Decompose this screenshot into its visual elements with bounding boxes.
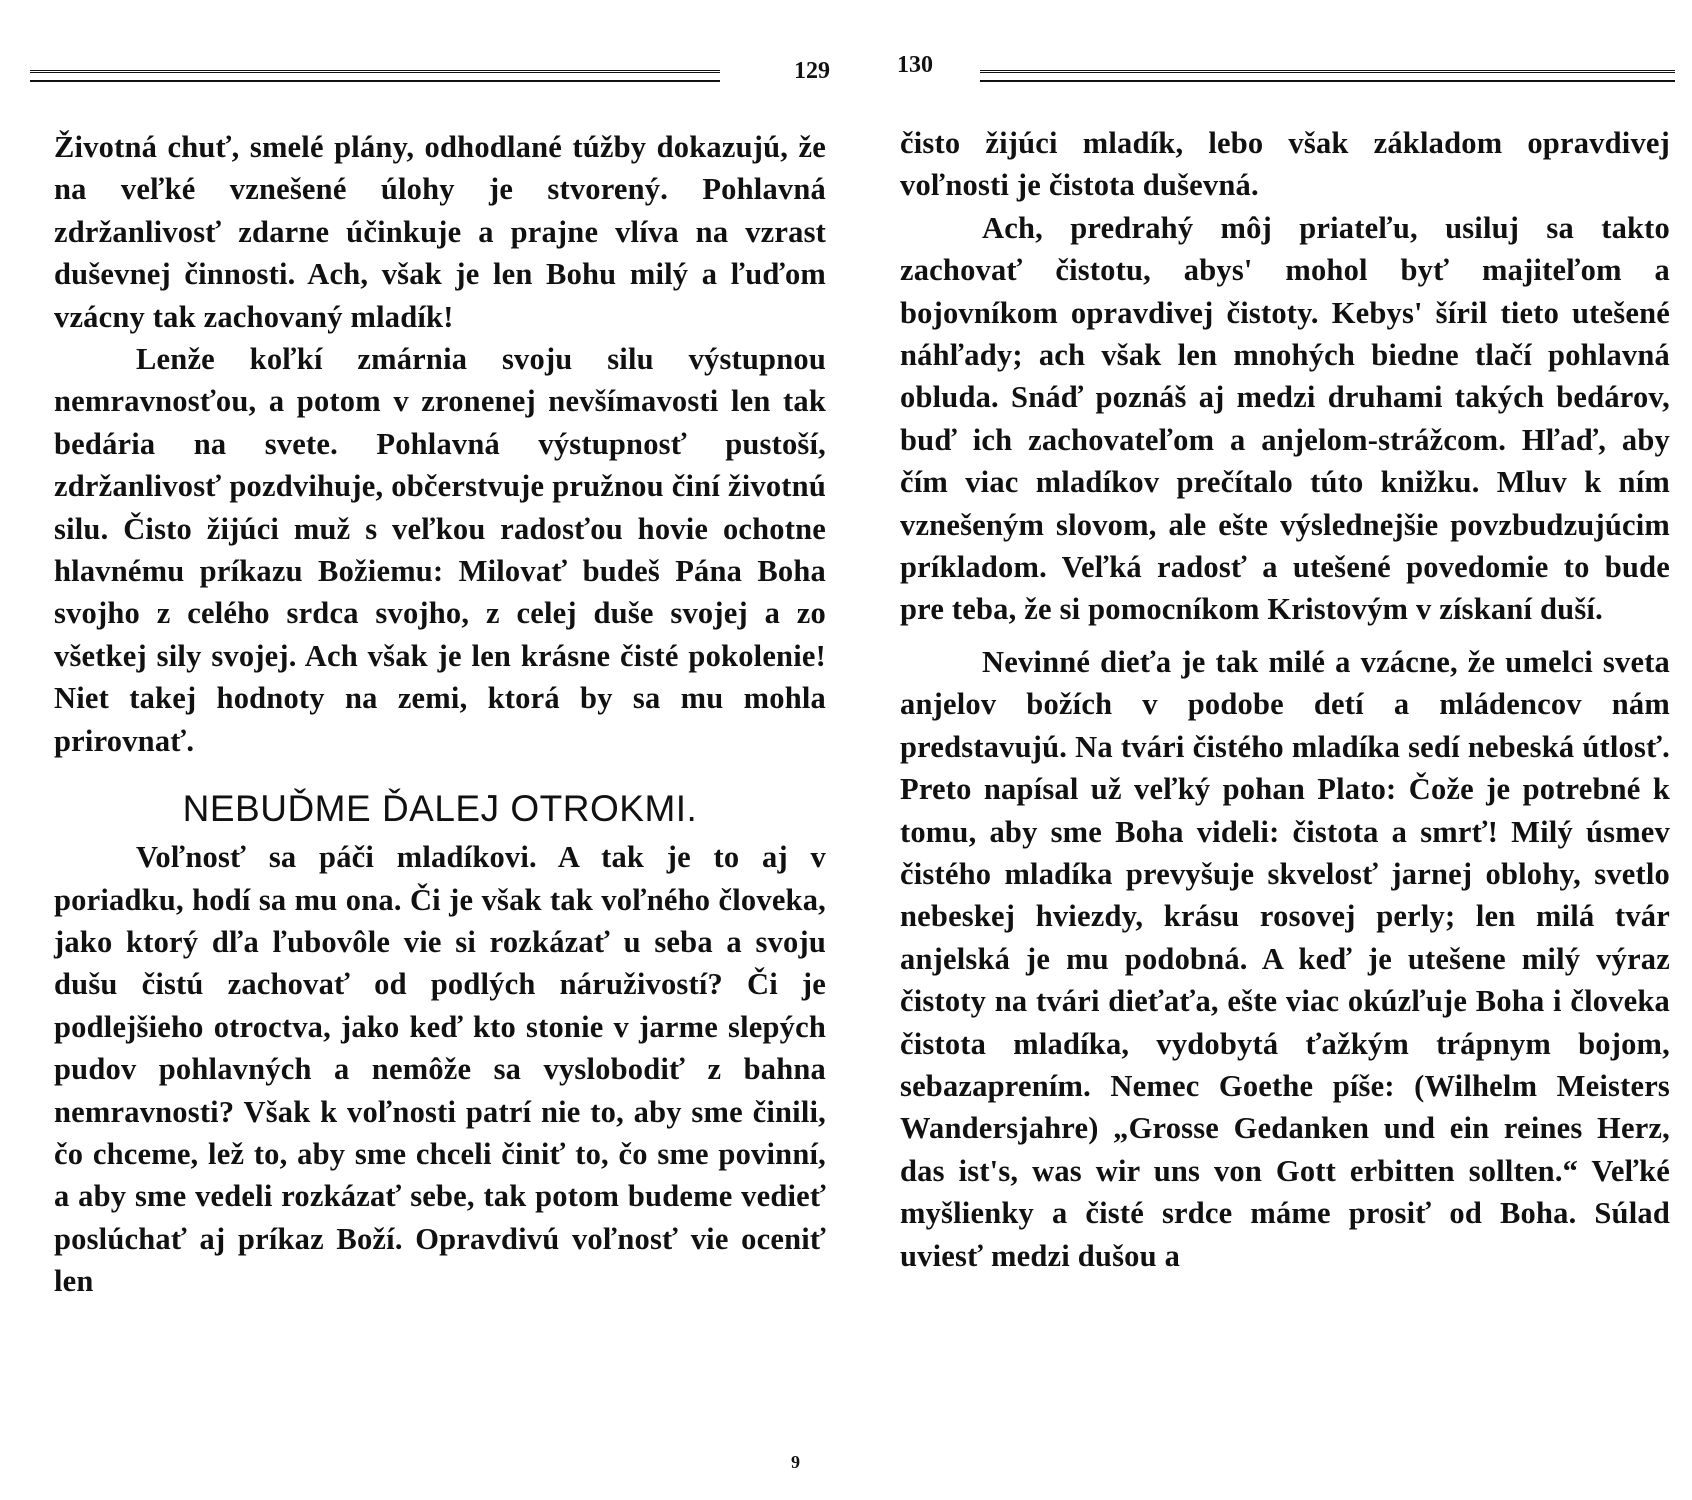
left-page-body <box>54 126 826 1303</box>
right-page-body <box>900 122 1670 1277</box>
right-page <box>885 0 1675 1500</box>
page-number: 130 <box>897 52 933 78</box>
paragraph: Ach, predrahý môj priateľu, usiluj sa takto zachovať čistotu, abys' mohol byť majiteľom a bojovníkom opravdivej čistoty. Kebys' šíril tieto utešené náhľady; ach však len mnohých biedne tlačí pohlavná obluda. Snáď poznáš aj medzi druhami takých bedárov, buď ich zachovateľom a anjelom-strážcom. Hľaď, aby čím viac mladíkov prečítalo túto knižku. Mluv k ním vznešeným slovom, ale ešte výslednejšie povzbudzujúcim príkladom. Veľká radosť a utešené povedomie to bude pre teba, že si pomocníkom Kristovým v získaní duší. <box>900 210 1670 627</box>
chapter-heading: NEBUĎME ĎALEJ OTROKMI. <box>182 788 698 830</box>
paragraph: čisto žijúci mladík, lebo však základom opravdivej voľnosti je čistota duševná. <box>900 126 1670 203</box>
signature-mark: 9 <box>791 1452 800 1472</box>
paragraph-gap <box>900 631 1670 641</box>
header-rule <box>980 70 1675 82</box>
left-page-header <box>30 52 830 92</box>
paragraph: Voľnosť sa páči mladíkovi. A tak je to aj v poriadku, hodí sa mu ona. Či je však tak voľného človeka, jako ktorý dľa ľubovôle vie si rozkázať u seba a svoju dušu čistú zachovať od podlých náruživostí? Či je podlejšieho otroctva, jako keď kto stonie v jarme slepých pudov pohlavných a nemôže sa vyslobodiť z bahna nemravnosti? Však k voľnosti patrí nie to, aby sme činili, čo chceme, lež to, aby sme chceli činiť to, čo sme povinní, a aby sme vedeli rozkázať sebe, tak potom budeme vedieť poslúchať aj príkaz Boží. Opravdivú voľnosť vie oceniť len <box>54 840 826 1299</box>
page-number: 129 <box>794 58 830 84</box>
paragraph: Životná chuť, smelé plány, odhodlané túžby dokazujú, že na veľké vznešené úlohy je stvorený. Pohlavná zdržanlivosť zdarne účinkuje a prajne vlíva na vzrast duševnej činnosti. Ach, však je len Bohu milý a ľuďom vzácny tak zachovaný mladík! <box>54 130 826 334</box>
paragraph: Nevinné dieťa je tak milé a vzácne, že umelci sveta anjelov božích v podobe detí a mládencov nám predstavujú. Na tvári čistého mladíka sedí nebeská útlosť. Preto napísal už veľký pohan Plato: Čože je potrebné k tomu, aby sme Boha videli: čistota a smrť! Milý úsmev čistého mladíka prevyšuje skvelosť jarnej oblohy, svetlo nebeskej hviezdy, krásu rosovej perly; len milá tvár anjelská je mu podobná. A keď je utešene milý výraz čistoty na tvári dieťaťa, ešte viac okúzľuje Boha i človeka čistota mladíka, vydobytá ťažkým trápnym bojom, sebazaprením. Nemec Goethe píše: (Wilhelm Meisters Wandersjahre) „Grosse Gedanken und ein reines Herz, das ist's, was wir uns von Gott erbitten sollten.“ Veľké myšlienky a čisté srdce máme prosiť od Boha. Súlad uviesť medzi dušou a <box>900 644 1670 1273</box>
left-page <box>30 0 830 1500</box>
paragraph: Lenže koľkí zmárnia svoju silu výstupnou nemravnosťou, a potom v zronenej nevšímavosti len tak bedária na svete. Pohlavná výstupnosť pustoší, zdržanlivosť pozdvihuje, občerstvuje pružnou činí životnú silu. Čisto žijúci muž s veľkou radosťou hovie ochotne hlavnému príkazu Božiemu: Milovať budeš Pána Boha svojho z celého srdca svojho, z celej duše svojej a zo všetkej sily svojej. Ach však je len krásne čisté pokolenie! Niet takej hodnoty na zemi, ktorá by sa mu mohla prirovnať. <box>54 342 826 758</box>
header-rule <box>30 70 720 82</box>
right-page-header <box>885 52 1675 92</box>
